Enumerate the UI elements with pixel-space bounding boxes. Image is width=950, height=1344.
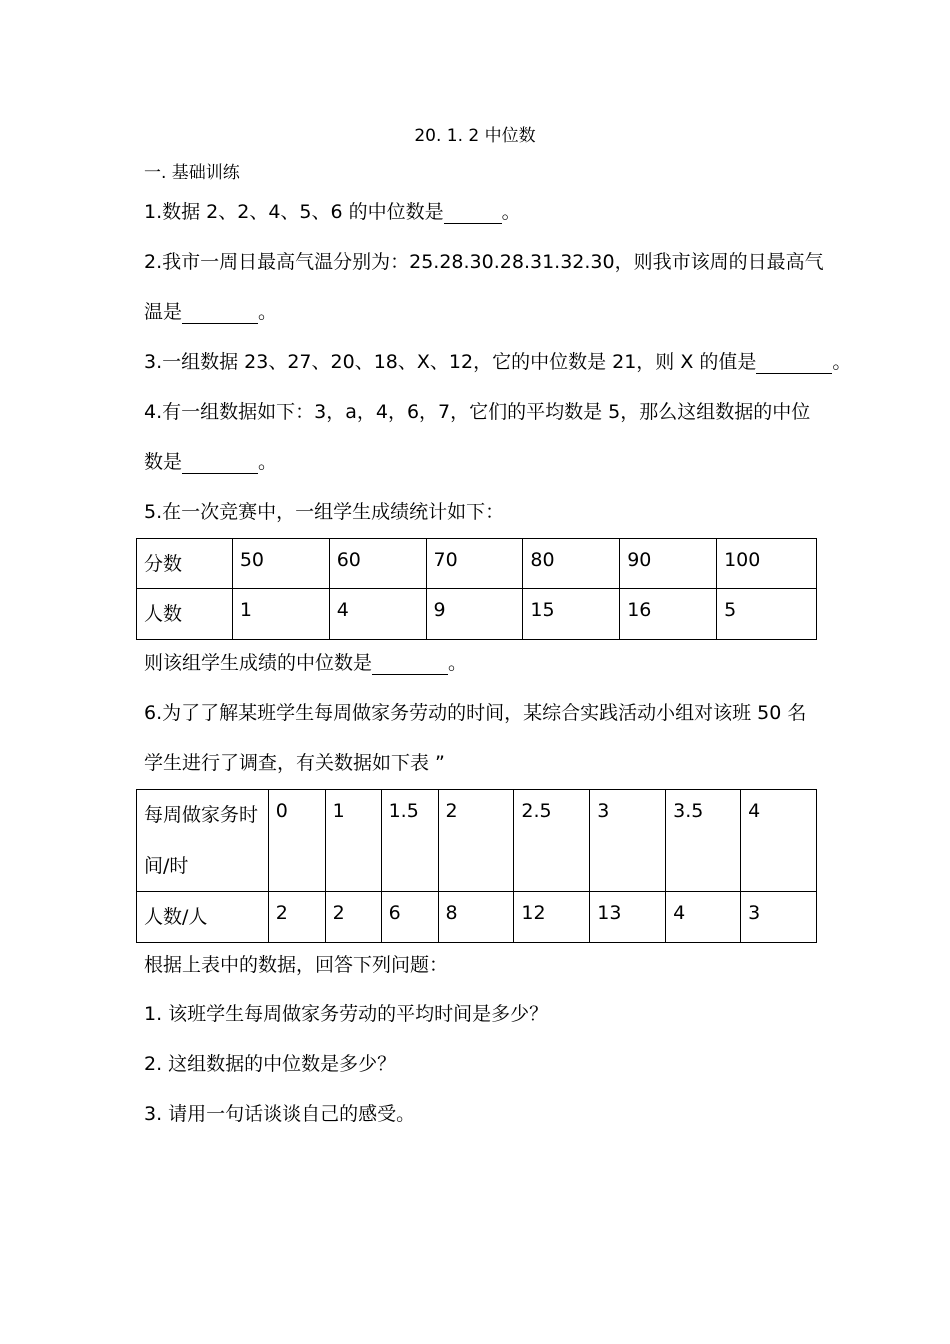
question-4-text: 数是 <box>144 451 183 473</box>
people-cell: 2 <box>325 892 381 943</box>
hours-cell: 2 <box>438 790 514 892</box>
question-5-end: 。 <box>448 652 468 674</box>
question-3-end: 。 <box>832 351 852 373</box>
count-cell: 15 <box>523 589 620 640</box>
question-2-line-2 <box>144 297 277 324</box>
question-4-end: 。 <box>258 451 278 473</box>
score-cell: 60 <box>329 539 426 589</box>
housework-table-header-hours <box>137 790 269 892</box>
sub-question-3: 3. 请用一句话谈谈自己的感受。 <box>144 1103 416 1125</box>
question-5-after <box>144 648 467 675</box>
answer-blank-2[interactable] <box>182 301 258 324</box>
question-5-intro: 5.在一次竞赛中，一组学生成绩统计如下： <box>144 501 505 523</box>
people-cell: 3 <box>741 892 817 943</box>
score-cell: 90 <box>620 539 717 589</box>
hours-cell: 0 <box>268 790 325 892</box>
score-cell: 80 <box>523 539 620 589</box>
people-cell: 13 <box>590 892 666 943</box>
housework-table <box>136 789 817 943</box>
question-6-line-1: 6.为了了解某班学生每周做家务劳动的时间，某综合实践活动小组对该班 50 名 <box>144 702 807 724</box>
people-cell: 6 <box>381 892 438 943</box>
question-4-line-2 <box>144 447 277 474</box>
count-cell: 1 <box>232 589 329 640</box>
count-cell: 5 <box>717 589 817 640</box>
hours-cell: 3 <box>590 790 666 892</box>
question-1-end: 。 <box>501 201 521 223</box>
housework-header-line-1: 每周做家务时 <box>144 804 259 826</box>
score-cell: 100 <box>717 539 817 589</box>
section-heading: 一. 基础训练 <box>144 163 240 183</box>
question-5-after-text: 则该组学生成绩的中位数是 <box>144 652 373 674</box>
score-table-header-score: 分数 <box>137 539 233 589</box>
hours-cell: 1.5 <box>381 790 438 892</box>
people-cell: 12 <box>514 892 590 943</box>
question-4-line-1: 4.有一组数据如下：3，a，4，6，7，它们的平均数是 5，那么这组数据的中位 <box>144 401 811 423</box>
question-2-text: 温是 <box>144 301 183 323</box>
housework-table-header-people: 人数/人 <box>137 892 269 943</box>
score-table <box>136 538 817 640</box>
sub-question-1: 1. 该班学生每周做家务劳动的平均时间是多少？ <box>144 1003 549 1025</box>
hours-cell: 3.5 <box>666 790 741 892</box>
sub-question-2: 2. 这组数据的中位数是多少？ <box>144 1053 397 1075</box>
count-cell: 9 <box>426 589 523 640</box>
question-6-line-2: 学生进行了调查，有关数据如下表 ” <box>144 752 445 774</box>
hours-cell: 2.5 <box>514 790 590 892</box>
score-table-row-counts <box>137 589 817 640</box>
hours-cell: 1 <box>325 790 381 892</box>
answer-blank-5[interactable] <box>372 652 448 675</box>
answer-blank-1[interactable] <box>444 201 502 224</box>
question-1 <box>144 197 521 224</box>
people-cell: 4 <box>666 892 741 943</box>
score-cell: 50 <box>232 539 329 589</box>
question-3-text: 3.一组数据 23、27、20、18、X、12，它的中位数是 21，则 X 的值是 <box>144 351 757 373</box>
score-cell: 70 <box>426 539 523 589</box>
question-1-text: 1.数据 2、2、4、5、6 的中位数是 <box>144 201 444 223</box>
count-cell: 4 <box>329 589 426 640</box>
score-table-header-count: 人数 <box>137 589 233 640</box>
question-6-prompt: 根据上表中的数据，回答下列问题： <box>144 954 449 976</box>
housework-table-row-people <box>137 892 817 943</box>
question-3 <box>144 347 851 374</box>
people-cell: 8 <box>438 892 514 943</box>
score-table-row-scores <box>137 539 817 589</box>
housework-header-line-2: 间/时 <box>144 855 189 877</box>
housework-table-row-hours <box>137 790 817 892</box>
hours-cell: 4 <box>741 790 817 892</box>
people-cell: 2 <box>268 892 325 943</box>
question-2-line-1: 2.我市一周日最高气温分别为：25.28.30.28.31.32.30，则我市该周的日最高气 <box>144 251 824 273</box>
answer-blank-4[interactable] <box>182 451 258 474</box>
answer-blank-3[interactable] <box>756 351 832 374</box>
page-title: 20. 1. 2 中位数 <box>414 126 536 146</box>
question-2-end: 。 <box>258 301 278 323</box>
count-cell: 16 <box>620 589 717 640</box>
